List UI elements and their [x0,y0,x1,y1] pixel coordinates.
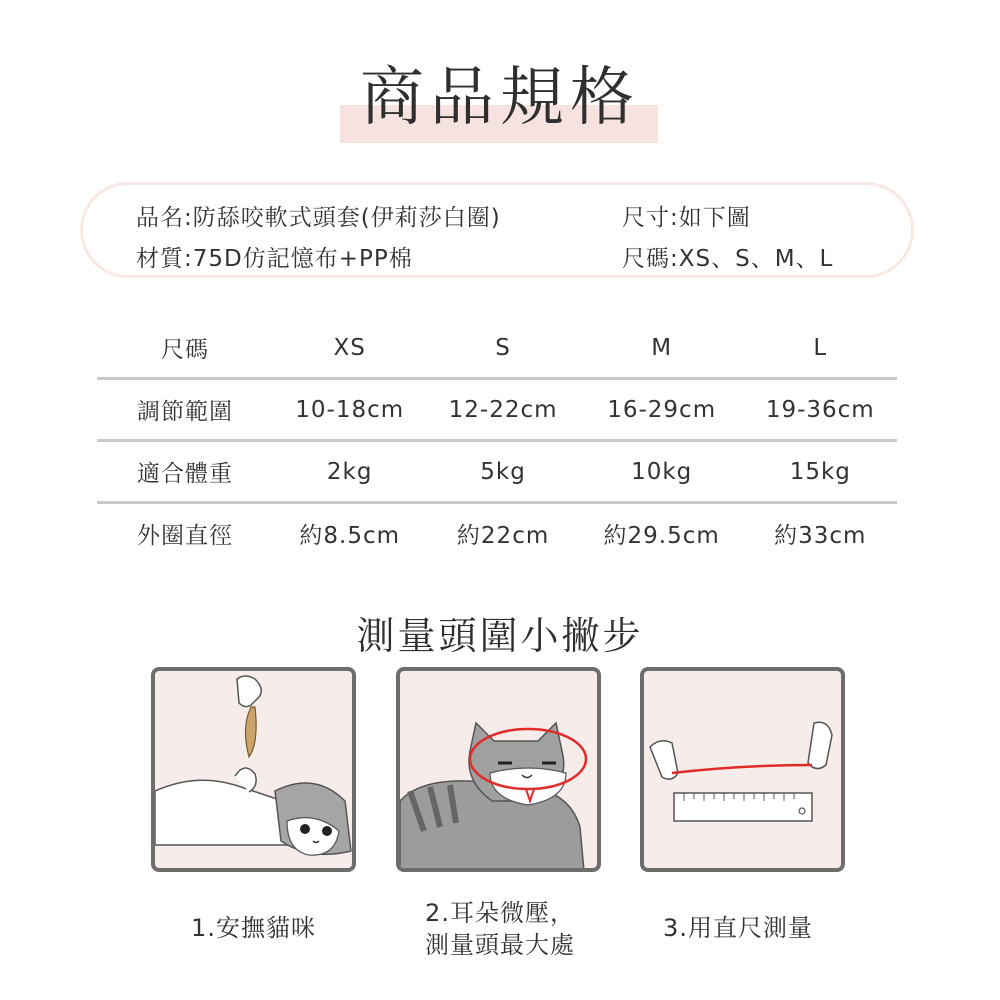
table-row [97,441,897,503]
leaf-toy-icon [245,707,256,757]
ruler-icon [674,793,812,821]
product-name: 品名:防舔咬軟式頭套(伊莉莎白圈) [136,205,501,231]
hand-icon [237,676,261,707]
header-cell: S [495,334,511,361]
step2-illustration [396,667,601,872]
table-cell: 12-22cm [426,379,579,441]
header-cell: M [651,334,673,361]
table-cell: 約8.5cm [273,503,426,564]
table-cell: 19-36cm [744,379,897,441]
table-row [97,503,897,564]
ruler-measure-image [644,671,841,868]
step1-caption: 1.安撫貓咪 [191,914,316,942]
cat-play-image [155,671,352,868]
table-cell: 5kg [426,441,579,503]
table-cell: 10kg [580,441,744,503]
table-row [97,379,897,441]
steps-title: 測量頭圍小撇步 [356,614,644,658]
table-cell: 10-18cm [273,379,426,441]
table-cell: 16-29cm [580,379,744,441]
step2-caption-line1: 2.耳朵微壓， [425,899,575,927]
table-cell: 約22cm [426,503,579,564]
step2-caption-line2: 測量頭最大處 [425,931,575,959]
header-cell: XS [333,334,366,361]
table-cell: 約33cm [744,503,897,564]
size-table-header [97,318,897,379]
cat-measure-image [400,671,597,868]
row-label: 外圈直徑 [97,503,273,564]
table-cell: 2kg [273,441,426,503]
size-table [97,318,897,563]
title-block [0,58,1000,138]
step3-illustration [640,667,845,872]
product-sizes: 尺碼:XS、S、M、L [622,246,834,272]
page-title: 商品規格 [360,61,640,135]
header-cell: 尺碼 [161,337,209,363]
table-cell: 約29.5cm [580,503,744,564]
step3-caption: 3.用直尺測量 [663,914,813,942]
right-hand-icon [808,722,832,768]
row-label: 調節範圍 [97,379,273,441]
product-material: 材質:75D仿記憶布+PP棉 [136,246,413,272]
step1-illustration [151,667,356,872]
step2-caption [380,897,620,961]
row-label: 適合體重 [97,441,273,503]
product-dimension: 尺寸:如下圖 [622,205,751,231]
measuring-string [672,765,812,773]
table-cell: 15kg [744,441,897,503]
header-cell: L [813,334,828,361]
